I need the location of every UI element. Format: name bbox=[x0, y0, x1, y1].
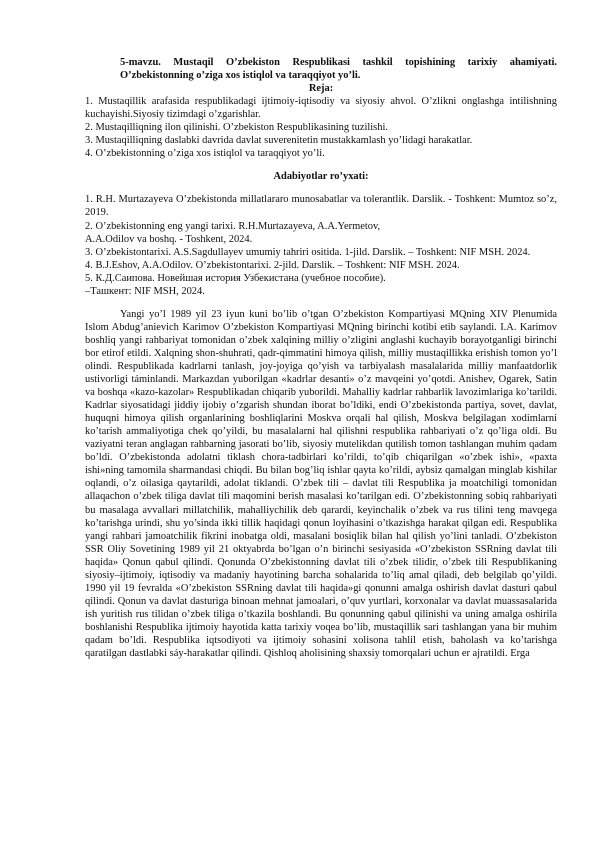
plan-item: 1. Mustaqillik arafasida respublikadagi ijtimoiy-iqtisodiy va siyosiy ahvol. O’zlikni onglashga intilishning kuchayishi.Siyosiy tizimdagi o’zgarishlar. bbox=[85, 96, 557, 121]
plan-item: 2. Mustaqilliqning ilon qilinishi. O’zbekiston Respublikasining tuzilishi. bbox=[85, 122, 388, 134]
plan-item: 3. Mustaqilliqning daslabki davrida davlat suverenitetin mustakkamlash yo’lidagi harakatlar. bbox=[85, 135, 473, 147]
body-paragraph: Yangi yo’l 1989 yil 23 iyun kuni bo’lib o’tgan O’zbekiston Kompartiyasi MQning XIV Plenumida Islom Abdug’anievich Karimov O’zbekiston Kompartiyasi MQning birinchi kotibi etib saylandi. I.A. Karimov boshliq yangi rahbariyat tomonidan o’zbek xalqining milliy o’zligini anglashi kuchayib borayotganligi birinchi bor etirof etildi. Xalqning shon-shuhrati, qadr-qimmatini himoya qilish, milliy mustaqillikka erishish tomon yo’l olindi. Respublikada kadrlarni tanlash, joy-joyiga qo’yish va tarbiyalash masalalarida milliy manfaatdorlik ustivorligi táminlandi. Markazdan yuborilgan «kadrlar desanti» o’z mavqeini yo’qotdi. Anishev, Ogarek, Satin va boshqa «kazo-kazolar» Respublikadan chiqarib yuborildi. Mahalliy kadrlar rahbarlik lavozimlariga ko’tarildi. Kadrlar siyosatidagi jiddiy ijobiy o’zgarish shundan iborat bo’ldiki, endi O’zbekistonda partiya, sovet, davlat, huquqni himoya qilish organlarining boshliqlarini Moskva orqali hal qilish, Moskva belgilagan xodimlarni ko’tarish ammaliyotiga chek qo’yildi, bu masalalarni hal qilishni respublika rahbariyati o’z qo’liga oldi. Bu vaziyatni teran anglagan rahbarning jasorati bo’lib, siyosiy mutelikdan qutilish tomon tashlangan muhim qadam bo’ldi. O’zbekistonda adolatni tiklash chora-tadbirlari ko’rildi, to’qib chiqarilgan «o’zbek ishi», «paxta ishi»ning tamomila sharmandasi chiqdi. Bu bilan bog’liq ishlar qayta ko’rildi, aybsiz qamalgan minglab kishilar oqlandi, o’z oilasiga qaytarildi, adolat tiklandi. O’zbek tili – davlat tili Respublika ja moatchiligi tomonidan allaqachon o’zbek tiliga davlat tili maqomini berish masalasi ko’tarilgan edi. O’zbekistonning sobiq rahbariyati bu masalaga avvallari millatchilik, mahalliychilik deb qarardi, keyinchalik o’zbek va rus tilini teng mavqega ko’tarishga urindi, shu yo’sinda ikki tillik haqidagi qonun loyihasini o’tkazishga harakat qilgan edi. Respublika yangi rahbari jamoatchilik fikrini inobatga oldi, masalani bosiqlik bilan hal qilish yo’lini tanladi. O’zbekiston SSR Oliy Sovetining 1989 yil 21 oktyabrda bo’lgan o’n birinchi sesiyasida «O’zbekiston SSRning davlat tili haqida» Qonun qabul qilindi. Qonunda O’zbekistonning davlat tili o’zbek tilidir, o’zbek tili Respublikaning siyosiy–ijtimoiy, iqtisodiy va madaniy hayotining barcha sohalarida to’liq amal qiladi, deb belgilab qo’yildi. 1990 yil 19 fevralda «O’zbekiston SSRning davlat tili haqida»gi qonunni amalga oshirish davlat dasturi qabul qilindi. Qonun va davlat dasturiga binoan mehnat jamoalari, o’quv yurtlari, korxonalar va davlat muassasalarida ish yuritish rus tilidan o’zbek tiliga o’tkazila boshlandi. Bu qonunning qabul qilinishi va uning amalga oshirila boshlanishi Respublika ijtimoiy hayotida katta tarixiy voqea bo’lib, mustaqillik sari tashlangan yana bir muhim qadam bo’ldi. Respublika iqtsodiyoti va ijtimoiy sohasini xolisona tahlil etish, baholash va ko’tarishga qaratilgan dastlabki sáy-harakatlar qilindi. Qishloq aholisining shaxsiy tomorqalari uchun er ajratildi. Erga bbox=[85, 308, 557, 660]
literature-item: 3. O’zbekistontarixi. A.S.Sagdullayev umumiy tahriri ositida. 1-jild. Darslik. – Toshkent: NIF MSH. 2024. bbox=[85, 246, 531, 258]
literature-item: 1. R.H. Murtazayeva O’zbekistonda millatlararo munosabatlar va tolerantlik. Darslik. - Toshkent: Mumtoz so’z, 2019. bbox=[85, 194, 557, 219]
document-title: 5-mavzu. Mustaqil O’zbekiston Respublikasi tashkil topishining tarixiy ahamiyati. O’zbekistonning o’ziga xos istiqlol va taraqqiyot yo’li. bbox=[120, 57, 557, 82]
literature-item: –Ташкент: NIF MSH, 2024. bbox=[85, 285, 205, 297]
literature-item: 4. B.J.Eshov, A.A.Odilov. O’zbekistontarixi. 2-jild. Darslik. – Toshkent: NIF MSH. 2024. bbox=[85, 259, 460, 271]
literature-heading: Adabiyotlar ro’yxati: bbox=[273, 171, 369, 183]
literature-item: 2. O’zbekistonning eng yangi tarixi. R.H.Murtazayeva, A.A.Yermetov, bbox=[85, 220, 381, 232]
literature-item: A.A.Odilov va boshq. - Toshkent, 2024. bbox=[85, 233, 253, 245]
plan-item: 4. O’zbekistonning o’ziga xos istiqlol va taraqqiyot yo’li. bbox=[85, 148, 325, 160]
plan-heading: Reja: bbox=[308, 83, 334, 95]
document-page bbox=[85, 56, 557, 660]
literature-item: 5. К.Д.Саипова. Новейшая история Узбекистана (учебное пособие). bbox=[85, 272, 386, 284]
